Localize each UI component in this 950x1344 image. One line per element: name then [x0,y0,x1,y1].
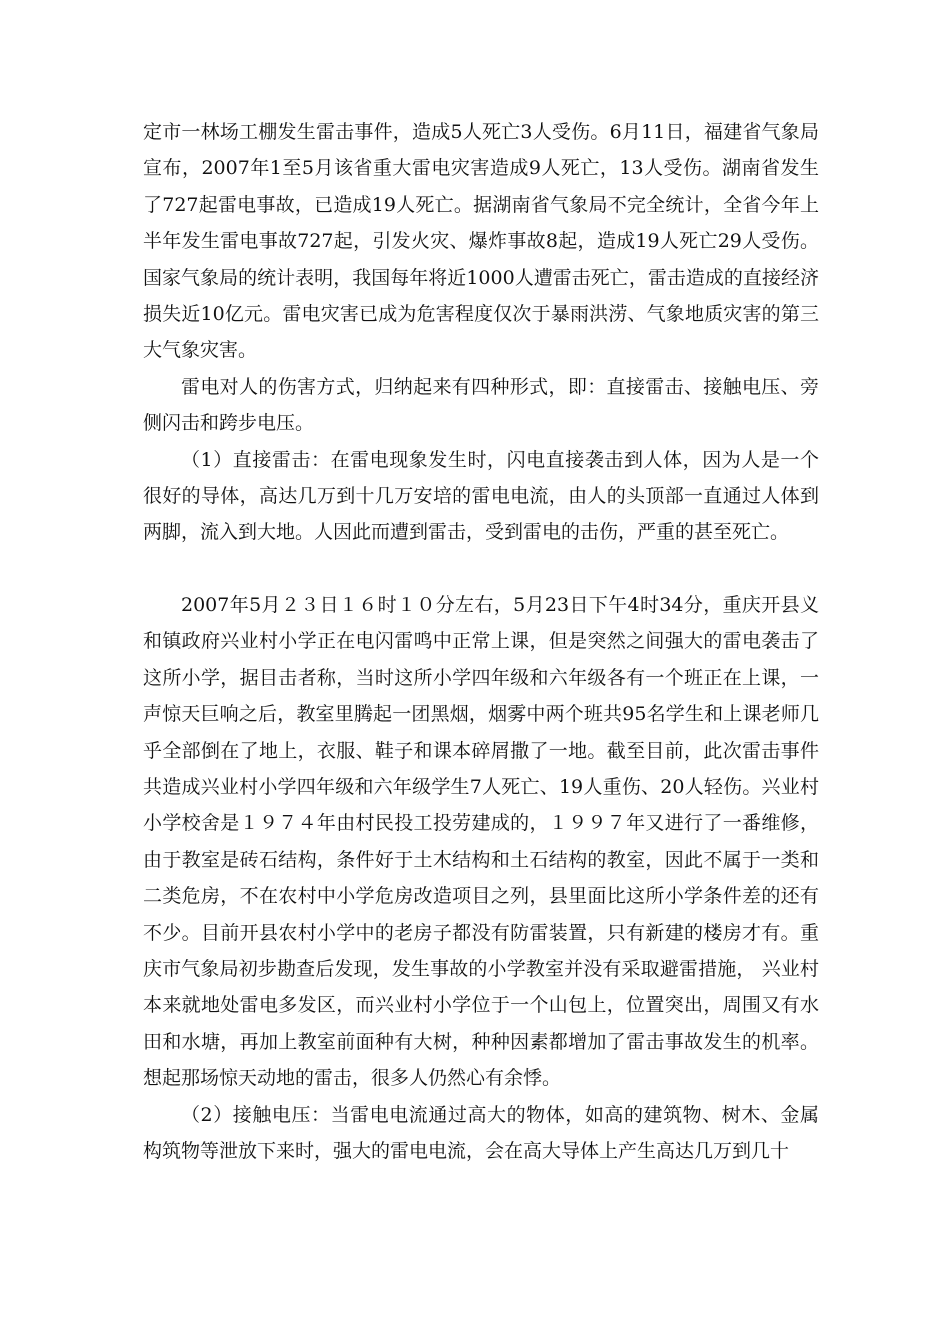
paragraph-chongqing-incident: 2007年5月２３日１６时１０分左右，5月23日下午4时34分，重庆开县义和镇政府兴业村小学正在电闪雷鸣中正常上课，但是突然之间强大的雷电袭击了这所小学，据目击者称，当时这所小学四年级和六年级各有一个班正在上课，一声惊天巨响之后，教室里腾起一团黑烟，烟雾中两个班共95名学生和上课老师几乎全部倒在了地上，衣服、鞋子和课本碎屑撒了一地。截至目前，此次雷击事件共造成兴业村小学四年级和六年级学生7人死亡、19人重伤、20人轻伤。兴业村小学校舍是１９７４年由村民投工投劳建成的，１９９７年又进行了一番维修，由于教室是砖石结构，条件好于土木结构和土石结构的教室，因此不属于一类和二类危房，不在农村中小学危房改造项目之列，县里面比这所小学条件差的还有不少。目前开县农村小学中的老房子都没有防雷装置，只有新建的楼房才有。重庆市气象局初步勘查后发现，发生事故的小学教室并没有采取避雷措施， 兴业村本来就地处雷电多发区，而兴业村小学位于一个山包上，位置突出，周围又有水田和水塘，再加上教室前面种有大树，种种因素都增加了雷击事故发生的机率。想起那场惊天动地的雷击，很多人仍然心有余悸。 [143,593,819,1090]
paragraph-direct-strike: （1）直接雷击：在雷电现象发生时，闪电直接袭击到人体，因为人是一个很好的导体，高达几万到十几万安培的雷电电流，由人的头顶部一直通过人体到两脚，流入到大地。人因此而遭到雷击，受到雷电的击伤，严重的甚至死亡。 [143,448,819,544]
paragraph-lightning-statistics: 定市一林场工棚发生雷击事件，造成5人死亡3人受伤。6月11日，福建省气象局宣布，2007年1至5月该省重大雷电灾害造成9人死亡，13人受伤。湖南省发生了727起雷电事故，已造成19人死亡。据湖南省气象局不完全统计，全省今年上半年发生雷电事故727起，引发火灾、爆炸事故8起，造成19人死亡29人受伤。国家气象局的统计表明，我国每年将近1000人遭雷击死亡，雷击造成的直接经济损失近10亿元。雷电灾害已成为危害程度仅次于暴雨洪涝、气象地质灾害的第三大气象灾害。 [143,121,819,362]
paragraph-injury-forms: 雷电对人的伤害方式，归纳起来有四种形式，即：直接雷击、接触电压、旁侧闪击和跨步电压。 [143,375,819,435]
document-page [143,114,819,1169]
paragraph-spacer [143,551,819,587]
paragraph-contact-voltage: （2）接触电压：当雷电电流通过高大的物体，如高的建筑物、树木、金属构筑物等泄放下来时，强大的雷电电流，会在高大导体上产生高达几万到几十 [143,1103,819,1162]
